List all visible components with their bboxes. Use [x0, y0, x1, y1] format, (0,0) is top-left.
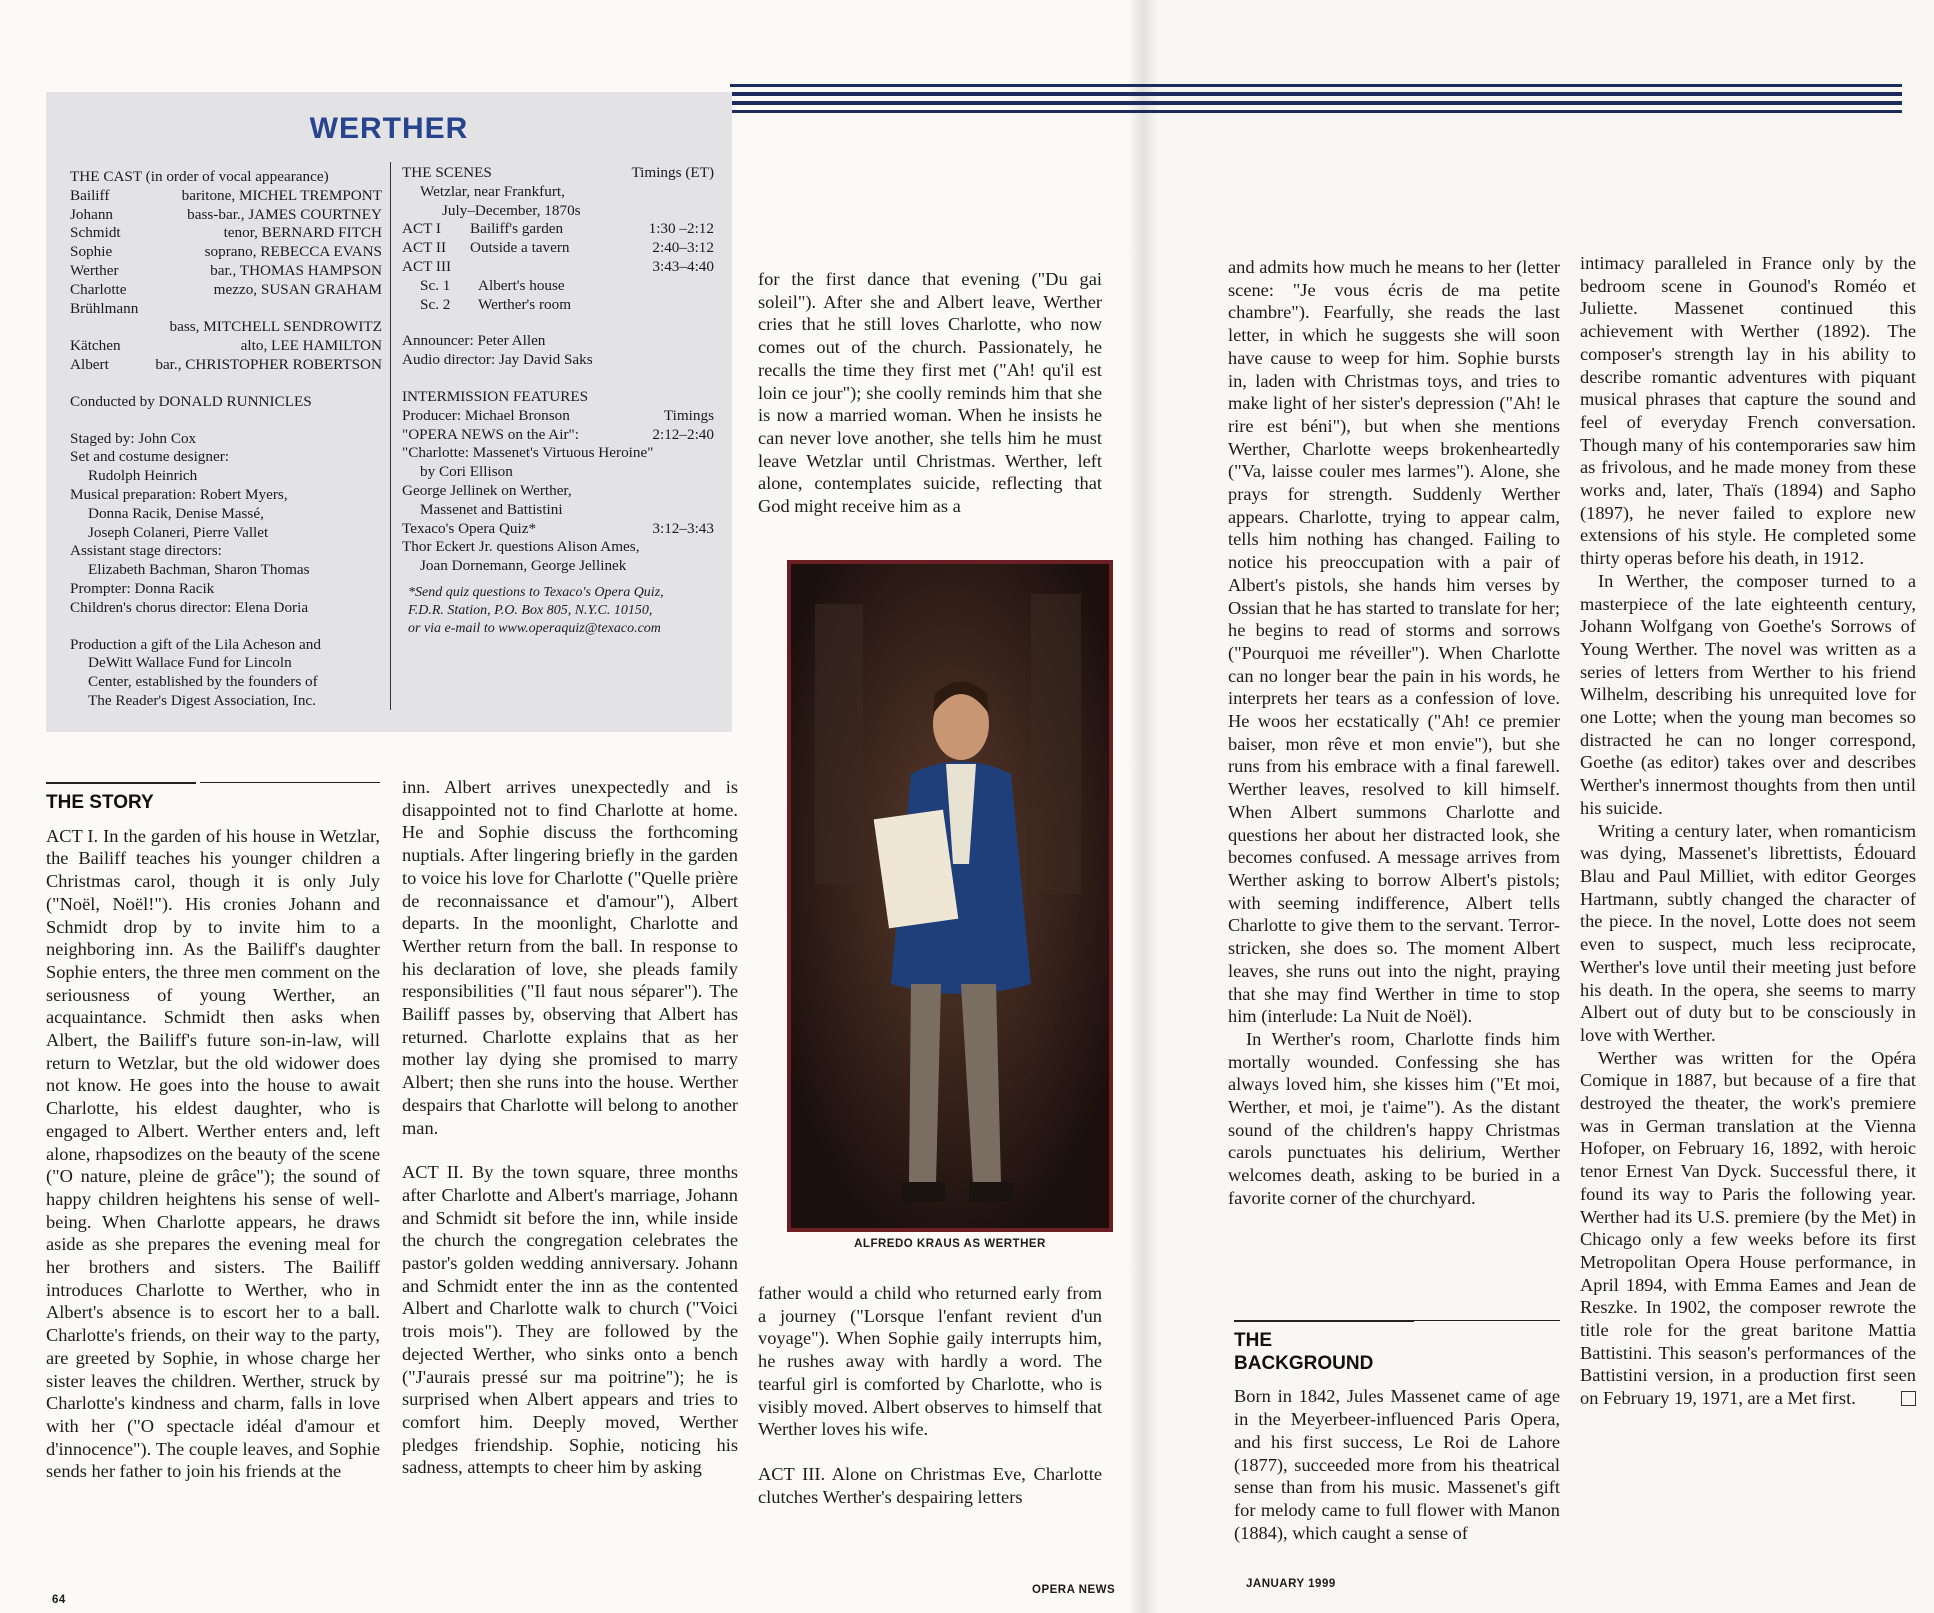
quiz-note	[402, 584, 714, 638]
cast-performer	[138, 300, 382, 319]
cast-performer: bar., CHRISTOPHER ROBERTSON	[155, 355, 382, 373]
opera-title: WERTHER	[309, 112, 469, 145]
feature-time: 2:12–2:40	[652, 425, 714, 443]
cast-performer: alto, LEE HAMILTON	[240, 337, 382, 355]
background-para-1-cont: intimacy paralleled in France only by the bedroom scene in Gounod's Roméo et Juliette. Massenet continued this achievement with Werther (1892). The composer's strength lay in his ability to describe romantic adventures with piquant musical phrases that capture the sound and feel of everyday French conversation. Though many of his contemporaries saw him as frivolous, and he made money from these works and, later, Thaïs (1894) and Sapho (1897), he never failed to explore new extensions of his style. He completed some thirty operas before his death, in 1912.	[1580, 253, 1916, 569]
gift-line: DeWitt Wallace Fund for Lincoln	[88, 654, 292, 672]
act-row	[402, 258, 714, 277]
story-act3: ACT III. Alone on Christmas Eve, Charlotte clutches Werther's despairing letters	[758, 1463, 1102, 1507]
cast-performer: bass-bar., JAMES COURTNEY	[187, 205, 382, 223]
feature-row	[402, 482, 714, 501]
act-scene: Outside a tavern	[470, 239, 570, 257]
story-column-4	[1228, 256, 1560, 1210]
act-label	[402, 277, 565, 296]
credit-line: Rudolph Heinrich	[88, 467, 198, 485]
act-time: 1:30 –2:12	[648, 220, 714, 238]
gift-line: Center, established by the founders of	[88, 673, 318, 691]
background-para-4	[1580, 1047, 1916, 1410]
scenes-column	[402, 164, 714, 638]
credit-line: Set and costume designer:	[70, 448, 230, 466]
quiz-note-line: *Send quiz questions to Texaco's Opera Quiz,	[408, 584, 664, 600]
gift-line: Production a gift of the Lila Acheson and	[70, 635, 321, 653]
background-para-4-text: Werther was written for the Opéra Comique in 1887, but because of a fire that destroyed the theater, the work's premiere was in German translation at the Vienna Hofoper, on February 16, 1892, with heroic tenor Ernest Van Dyck. Successful there, it found its way to Paris the following year. Werther had its U.S. premiere (by the Met) in Chicago only a few weeks before its first Metropolitan Opera House performance, in April 1894, with Emma Eames and Jean de Reszke. In 1902, the composer rewrote the title role for the great baritone Mattia Battistini. This season's performances of the Battistini version, in a production first seen on February 19, 1971, are a Met first.	[1580, 1047, 1916, 1409]
cast-row	[70, 281, 382, 300]
feature-text: "Charlotte: Massenet's Virtuous Heroine"	[402, 444, 654, 462]
cast-role: Werther	[70, 261, 119, 279]
producer-line: Producer: Michael Bronson	[402, 406, 570, 424]
heading-rule	[1414, 1320, 1560, 1321]
cast-role: Bailiff	[70, 186, 110, 204]
story-act2: ACT II. By the town square, three months after Charlotte and Albert's marriage, Johann and Schmidt sit before the inn, while inside the church the congregation celebrates the pastor's golden wedding anniversary. Johann and Schmidt enter the inn as the contented Albert and Charlotte walk to church ("Voici trois mois"). They are followed by the dejected Werther, who sinks onto a bench ("J'aurais pressé sur ma poitrine"); he is surprised when Albert appears and tries to comfort him. Deeply moved, Werther pledges friendship. Sophie, noticing his sadness, attempts to cheer him by asking	[402, 1162, 738, 1478]
credit-line: Assistant stage directors:	[70, 542, 222, 560]
act-time	[565, 277, 714, 296]
story-column-3	[758, 268, 1102, 518]
feature-row	[402, 538, 714, 557]
background-column-2	[1580, 252, 1916, 1410]
background-heading: THE BACKGROUND	[1234, 1320, 1414, 1375]
issue-date: JANUARY 1999	[1246, 1578, 1336, 1590]
setting-line: July–December, 1870s	[442, 201, 581, 219]
cast-role: Brühlmann	[70, 299, 139, 317]
cast-performer: mezzo, SUSAN GRAHAM	[213, 280, 382, 298]
page-gutter	[1128, 0, 1158, 1613]
act-scene: Bailiff's garden	[470, 220, 564, 238]
feature-row	[402, 501, 714, 520]
heading-rule	[200, 782, 380, 783]
cast-row	[70, 300, 382, 319]
intermission-heading: INTERMISSION FEATURES	[402, 387, 589, 405]
background-para-2: In Werther, the composer turned to a masterpiece of the late eighteenth century, Johann Wolfgang von Goethe's Sorrows of Young Werther. The novel was written as a series of letters from Werther to his friend Wilhelm, describing his unrequited love for one Lotte; when the young man becomes so distracted he can no longer correspond, Goethe (as editor) takes over and describes Werther's innermost thoughts from then until his suicide.	[1580, 570, 1916, 818]
cast-role: Kätchen	[70, 337, 121, 355]
story-act3-cont: and admits how much he means to her (letter scene: "Je vous écris de ma petite chambre"). Fearfully, she reads the last letter, in which he suggests she will soon have cause to weep for him. Sophie bursts in, laden with Christmas toys, and tries to make light of her sister's depression ("Ah! le rire est béni"), but when she mentions Werther, Charlotte weeps brokenheartedly ("Va, laisse couler mes larmes"). Alone, she prays for strength. Suddenly Werther appears. Charlotte, trying to appear calm, tells him nothing has changed. Failing to notice his preoccupation with a pair of Albert's pistols, she hands him verses by Ossian that he has started to translate for her; he begins to read of storms and sorrows ("Pourquoi me réveiller"). When Charlotte can no longer bear the pain in his words, he interprets her tears as a confession of love. He woos her ecstatically ("Ah! ce premier baiser, mon rêve et mon envie"), but she runs from his embrace with a final farewell. Werther leaves, resolved to kill himself. When Albert summons Charlotte and questions her about her distracted look, she becomes confused. A message arrives from Werther asking to borrow Albert's pistols; with seeming indifference, Albert tells Charlotte to give them to the servant. Terror-stricken, she does so. The moment Albert leaves, she runs out into the night, praying that she may find Werther in time to stop him (interlude: La Nuit de Noël).	[1228, 257, 1560, 1027]
story-act2-cont: for the first dance that evening ("Du gai soleil"). After she and Albert leave, Werther cries that he still loves Charlotte, who now comes out of the church. Passionately, he recalls the time they first met ("Ah! qu'il est loin ce jour"); she coolly reminds him that she is now a married woman. When he insists he can never love another, she tells him he must leave Wetzlar until Christmas. Werther, left alone, contemplates suicide, reflecting that God might receive him as a	[758, 269, 1102, 517]
feature-time	[640, 538, 715, 557]
feature-row	[402, 444, 714, 463]
gift-line: The Reader's Digest Association, Inc.	[88, 691, 316, 709]
cast-row	[70, 206, 382, 225]
cast-box	[46, 92, 732, 732]
credit-line: Donna Racik, Denise Massé,	[88, 504, 264, 522]
act-name: Sc. 1	[420, 276, 451, 294]
werther-photo-image	[791, 564, 1109, 1228]
act-time: 2:40–3:12	[652, 239, 714, 257]
story-column-2	[402, 776, 738, 1479]
credit-line: Musical preparation: Robert Myers,	[70, 485, 288, 503]
quiz-note-line: or via e-mail to www.operaquiz@texaco.com	[408, 620, 661, 636]
cast-row	[70, 187, 382, 206]
header-stripes	[730, 84, 1902, 122]
credit-line: Prompter: Donna Racik	[70, 579, 215, 597]
story-column-3-lower	[758, 1282, 1102, 1508]
act-row	[402, 220, 714, 239]
cast-role: Albert	[70, 355, 109, 373]
cast-performer: tenor, BERNARD FITCH	[223, 224, 382, 242]
story-act1-cont: inn. Albert arrives unexpectedly and is disappointed not to find Charlotte at home. He and Sophie discuss the forthcoming nuptials. After lingering briefly in the garden to voice his love for Charlotte ("Quelle prière de reconnaissance et d'amour"), Albert departs. In the moonlight, Charlotte and Werther return from the ball. In response to his declaration of love, she pleads family responsibilities ("Il faut nous séparer"). The Bailiff passes by, observing that Albert has returned. Charlotte explains that as her mother lay dying she promised to marry Albert; then she runs into the house. Werther despairs that Charlotte will belong to another man.	[402, 777, 738, 1138]
cast-row	[70, 318, 382, 337]
act-row	[402, 296, 714, 315]
setting-line: Wetzlar, near Frankfurt,	[420, 182, 565, 200]
feature-row	[402, 463, 714, 482]
act-label	[402, 239, 570, 258]
cast-heading: THE CAST (in order of vocal appearance)	[70, 168, 329, 185]
feature-time	[653, 444, 714, 463]
timings-heading: Timings (ET)	[631, 164, 714, 181]
page-number: 64	[52, 1594, 66, 1606]
feature-time: 3:12–3:43	[652, 519, 714, 537]
features-list	[402, 426, 714, 576]
act-time: 3:43–4:40	[652, 257, 714, 275]
background-column-1	[1234, 1320, 1560, 1544]
feature-time	[572, 482, 714, 501]
act-row	[402, 277, 714, 296]
end-mark-icon	[1901, 1391, 1916, 1406]
acts-list	[402, 220, 714, 314]
magazine-name: OPERA NEWS	[1032, 1584, 1116, 1596]
background-para-1: Born in 1842, Jules Massenet came of age in the Meyerbeer-influenced Paris Opera, and his first success, Le Roi de Lahore (1877), succeeded more from his theatrical sense than from his music. Massenet's gift for melody came to full flower with Manon (1884), which caught a sense of	[1234, 1386, 1560, 1543]
feature-text: Joan Dornemann, George Jellinek	[420, 557, 627, 575]
cast-row	[70, 337, 382, 356]
credit-line: Staged by: John Cox	[70, 429, 197, 447]
credit-line: Joseph Colaneri, Pierre Vallet	[88, 523, 269, 541]
cast-list	[70, 187, 382, 375]
credit-line: Children's chorus director: Elena Doria	[70, 598, 309, 616]
story-heading: THE STORY	[46, 782, 196, 815]
feature-text: "OPERA NEWS on the Air":	[402, 425, 579, 443]
cast-performer: bass, MITCHELL SENDROWITZ	[169, 318, 382, 336]
scenes-heading: THE SCENES	[402, 164, 492, 181]
act-row	[402, 239, 714, 258]
feature-row	[402, 557, 714, 576]
feature-time	[563, 501, 714, 520]
photo-caption: ALFREDO KRAUS AS WERTHER	[854, 1238, 1046, 1250]
cast-performer: baritone, MICHEL TREMPONT	[181, 186, 382, 204]
act-label	[402, 220, 563, 239]
feature-text: George Jellinek on Werther,	[402, 481, 572, 499]
story-act1: ACT I. In the garden of his house in Wetzlar, the Bailiff teaches his younger children a Christmas carol, though it is only July ("Noël, Noël!"). His cronies Johann and Schmidt drop by to invite him to a neighboring inn. As the Bailiff's daughter Sophie enters, the three men comment on the seriousness of young Werther, an acquaintance. Schmidt then asks when Albert, the Bailiff's future son-in-law, will return to Wetzlar, but the old widower does not know. He goes into the house to await Charlotte, his eldest daughter, who is engaged to Albert. Werther enters and, left alone, rhapsodizes on the beauty of the scene ("O nature, pleine de grâce"); the sound of happy children heightens his sense of well-being. When Charlotte appears, he draws aside as she prepares the evening meal for her brothers and sisters. The Bailiff introduces Charlotte to Werther, who in Albert's absence is to escort her to a ball. Charlotte's friends, on their way to the party, are greeted by Sophie, in whose charge her sister leaves the children. Werther, struck by Charlotte's kindness and charm, falls in love with her ("O spectacle idéal d'amour et d'innocence"). The couple leaves, and Sophie sends her father to join his friends at the	[46, 825, 380, 1482]
cast-row	[70, 262, 382, 281]
act-name: ACT I	[402, 220, 441, 238]
feature-row	[402, 520, 714, 539]
cast-role: Sophie	[70, 243, 113, 261]
cast-role: Charlotte	[70, 280, 127, 298]
feature-text: Texaco's Opera Quiz*	[402, 519, 537, 537]
background-para-3: Writing a century later, when romanticism was dying, Massenet's librettists, Édouard Blau and Paul Milliet, with editor Georges Hartmann, subtly changed the character of the piece. In the novel, Lotte does not seem even to suspect, much less reciprocate, Werther's love until their meeting just before his death. In the opera, she seems to marry Albert out of duty but to be consciously in love with Werther.	[1580, 820, 1916, 1045]
act-label	[402, 258, 470, 277]
feature-time	[626, 557, 714, 576]
werther-photo	[787, 560, 1113, 1232]
credits-list	[70, 430, 382, 618]
story-column-1	[46, 782, 380, 1483]
cast-performer: bar., THOMAS HAMPSON	[210, 261, 382, 279]
credit-line: Elizabeth Bachman, Sharon Thomas	[88, 561, 310, 579]
audio-director-line: Audio director: Jay David Saks	[402, 351, 593, 369]
cast-row	[70, 224, 382, 243]
act-name: ACT II	[402, 239, 447, 257]
feature-text: Thor Eckert Jr. questions Alison Ames,	[402, 538, 640, 556]
feature-time	[513, 463, 714, 482]
cast-row	[70, 356, 382, 375]
act-scene: Albert's house	[478, 276, 565, 294]
box-divider	[390, 162, 391, 710]
feature-text: Massenet and Battistini	[420, 500, 563, 518]
announcer-line: Announcer: Peter Allen	[402, 332, 546, 350]
story-act3-end: In Werther's room, Charlotte finds him mortally wounded. Confessing she has always loved him, she kisses him ("Et moi, Werther, et moi, je t'aime"). As the distant sound of the children's happy Christmas carols punctuates his delirium, Werther welcomes death, asking to be buried in a favorite corner of the churchyard.	[1228, 1028, 1560, 1208]
feature-row	[402, 426, 714, 445]
act-time	[571, 296, 714, 315]
cast-row	[70, 243, 382, 262]
story-act2-end: father would a child who returned early from a journey ("Lorsque l'enfant revient d'un voyage"). When Sophie gaily interrupts him, he rushes away with hardly a word. The tearful girl is comforted by Charlotte, who is visibly moved. Albert observes to himself that Werther loves his wife.	[758, 1283, 1102, 1440]
cast-column	[70, 168, 382, 711]
cast-role: Johann	[70, 205, 114, 223]
timings-label: Timings	[663, 406, 714, 424]
act-name: Sc. 2	[420, 295, 451, 313]
act-scene: Werther's room	[478, 295, 572, 313]
production-gift	[70, 636, 382, 711]
cast-role: Schmidt	[70, 224, 121, 242]
feature-text: by Cori Ellison	[420, 463, 513, 481]
cast-performer: soprano, REBECCA EVANS	[204, 243, 382, 261]
quiz-note-line: F.D.R. Station, P.O. Box 805, N.Y.C. 10150,	[408, 602, 653, 618]
conductor-line: Conducted by DONALD RUNNICLES	[70, 392, 312, 410]
act-name: ACT III	[402, 257, 452, 275]
act-label	[402, 296, 571, 315]
